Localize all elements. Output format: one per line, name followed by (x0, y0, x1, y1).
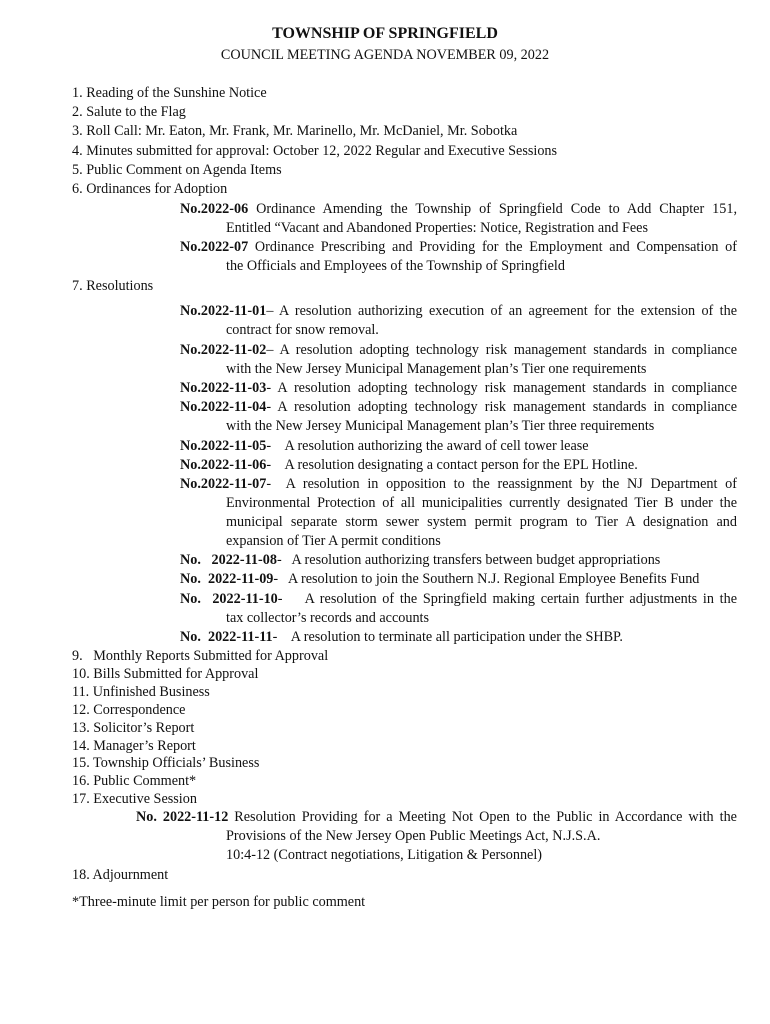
item-text: Salute to the Flag (86, 104, 186, 120)
item-text: Monthly Reports Submitted for Approval (93, 648, 329, 664)
resolution-text-cont: with the New Jersey Municipal Management plan’s Tier one requirements (226, 361, 647, 377)
agenda-item (72, 701, 185, 720)
resolution-text-cont: contract for snow removal. (226, 322, 379, 338)
resolution-entry (180, 456, 737, 475)
ordinance-text-cont: Entitled “Vacant and Abandoned Properties: Notice, Registration and Fees (226, 220, 648, 236)
agenda-item (72, 665, 258, 684)
ordinance-code: No.2022-07 (180, 239, 249, 255)
item-number: 18. (72, 867, 90, 883)
resolution-code: No. 2022-11-09 (180, 571, 274, 587)
resolution-text: - A resolution authorizing the award of cell tower lease (266, 438, 589, 454)
item-text: Minutes submitted for approval: October 12, 2022 Regular and Executive Sessions (86, 143, 558, 159)
footnote: *Three-minute limit per person for public comment (72, 894, 366, 910)
page-title: TOWNSHIP OF SPRINGFIELD (272, 25, 498, 42)
agenda-item (72, 754, 259, 773)
agenda-item (72, 122, 517, 141)
agenda-item (72, 790, 197, 809)
item-number: 13. (72, 720, 90, 736)
resolution-text: - A resolution authorizing transfers between budget appropriations (276, 552, 661, 568)
resolution-text: - A resolution of the Springfield making certain further adjustments in the (277, 591, 737, 607)
resolution-text-cont: tax collector’s records and accounts (226, 610, 430, 626)
resolution-code: No.2022-11-01 (180, 303, 267, 319)
item-number: 1. (72, 85, 83, 101)
resolution-entry (180, 379, 737, 398)
item-number: 12. (72, 702, 90, 718)
resolution-code: No.2022-11-05 (180, 438, 267, 454)
item-number: 7. (72, 278, 83, 294)
item-text: Bills Submitted for Approval (93, 666, 259, 682)
ordinance-code: No.2022-06 (180, 201, 249, 217)
item-number: 6. (72, 181, 83, 197)
resolution-text: - A resolution in opposition to the reassignment by the NJ Department of (266, 476, 737, 492)
item-text: Reading of the Sunshine Notice (86, 85, 267, 101)
item-text: Township Officials’ Business (93, 755, 260, 771)
item-text: Manager’s Report (93, 738, 196, 754)
item-text: Roll Call: Mr. Eaton, Mr. Frank, Mr. Marinello, Mr. McDaniel, Mr. Sobotka (86, 123, 518, 139)
item-number: 4. (72, 143, 83, 159)
agenda-item (72, 161, 282, 180)
item-text: Public Comment on Agenda Items (86, 162, 282, 178)
item-text: Public Comment* (93, 773, 197, 789)
resolution-code: No.2022-11-03 (180, 380, 267, 396)
ordinance-entry (180, 200, 737, 238)
resolution-text-cont: with the New Jersey Municipal Management plan’s Tier three requirements (226, 418, 655, 434)
item-text: Resolutions (86, 278, 154, 294)
agenda-item (72, 103, 186, 122)
ordinance-text: Ordinance Prescribing and Providing for the Employment and Compensation of (248, 239, 737, 255)
resolution-text: - A resolution to terminate all participation under the SHBP. (272, 629, 623, 645)
resolution-code: No. 2022-11-11 (180, 629, 273, 645)
item-number: 5. (72, 162, 83, 178)
agenda-item (72, 683, 210, 702)
resolution-entry (180, 628, 737, 647)
item-number: 3. (72, 123, 83, 139)
resolution-text: - A resolution adopting technology risk management standards in compliance (266, 380, 737, 396)
agenda-item (72, 866, 168, 885)
item-text: Adjournment (92, 867, 169, 883)
item-text: Ordinances for Adoption (86, 181, 228, 197)
resolution-code: No.2022-11-02 (180, 342, 267, 358)
resolution-text: – A resolution authorizing execution of an agreement for the extension of the (266, 303, 737, 319)
item-number: 15. (72, 755, 90, 771)
agenda-item (72, 84, 267, 103)
resolution-code: No. 2022-11-08 (180, 552, 277, 568)
resolution-code: No.2022-11-04 (180, 399, 267, 415)
resolution-code: No. 2022-11-10 (180, 591, 278, 607)
item-number: 10. (72, 666, 90, 682)
resolution-text: - A resolution to join the Southern N.J. Regional Employee Benefits Fund (273, 571, 700, 587)
agenda-item (72, 647, 328, 666)
resolution-entry (180, 437, 737, 456)
resolution-entry (180, 570, 737, 589)
item-number: 11. (72, 684, 90, 700)
page-subtitle: COUNCIL MEETING AGENDA NOVEMBER 09, 2022 (220, 47, 550, 63)
item-text: Unfinished Business (92, 684, 210, 700)
item-number: 16. (72, 773, 90, 789)
resolution-code: No.2022-11-06 (180, 457, 267, 473)
resolution-text: - A resolution adopting technology risk management standards in compliance (266, 399, 737, 415)
item-text: Executive Session (93, 791, 197, 807)
resolution-entry (180, 341, 737, 379)
executive-session-resolution (136, 808, 737, 865)
item-number: 2. (72, 104, 83, 120)
resolution-entry (180, 590, 737, 628)
resolution-text-cont: 10:4-12 (Contract negotiations, Litigation & Personnel) (226, 847, 543, 863)
resolution-text: – A resolution adopting technology risk management standards in compliance (266, 342, 737, 358)
ordinance-text: Ordinance Amending the Township of Springfield Code to Add Chapter 151, (248, 201, 737, 217)
resolution-code: No. 2022-11-12 (136, 809, 229, 825)
item-number: 14. (72, 738, 90, 754)
resolution-entry (180, 398, 737, 436)
resolution-entry (180, 302, 737, 340)
agenda-item (72, 180, 227, 199)
resolution-entry (180, 475, 737, 551)
ordinance-entry (180, 238, 737, 276)
resolution-text: - A resolution designating a contact person for the EPL Hotline. (266, 457, 638, 473)
item-number: 9. (72, 648, 83, 664)
item-text: Correspondence (93, 702, 186, 718)
resolution-code: No.2022-11-07 (180, 476, 267, 492)
agenda-item (72, 277, 153, 296)
resolution-text-cont: Provisions of the New Jersey Open Public Meetings Act, N.J.S.A. (226, 828, 601, 844)
ordinance-text-cont: the Officials and Employees of the Township of Springfield (226, 258, 565, 274)
resolution-text: Resolution Providing for a Meeting Not Open to the Public in Accordance with the (228, 809, 737, 825)
resolution-entry (180, 551, 737, 570)
agenda-item (72, 142, 557, 161)
agenda-item (72, 772, 196, 791)
item-text: Solicitor’s Report (93, 720, 195, 736)
agenda-item (72, 719, 194, 738)
resolution-text-cont: Environmental Protection of all municipalities currently designated Tier B under the municipal separate storm sewer system permit program to Tier A designation and expansion of Tier A permit conditions (226, 495, 737, 549)
item-number: 17. (72, 791, 90, 807)
